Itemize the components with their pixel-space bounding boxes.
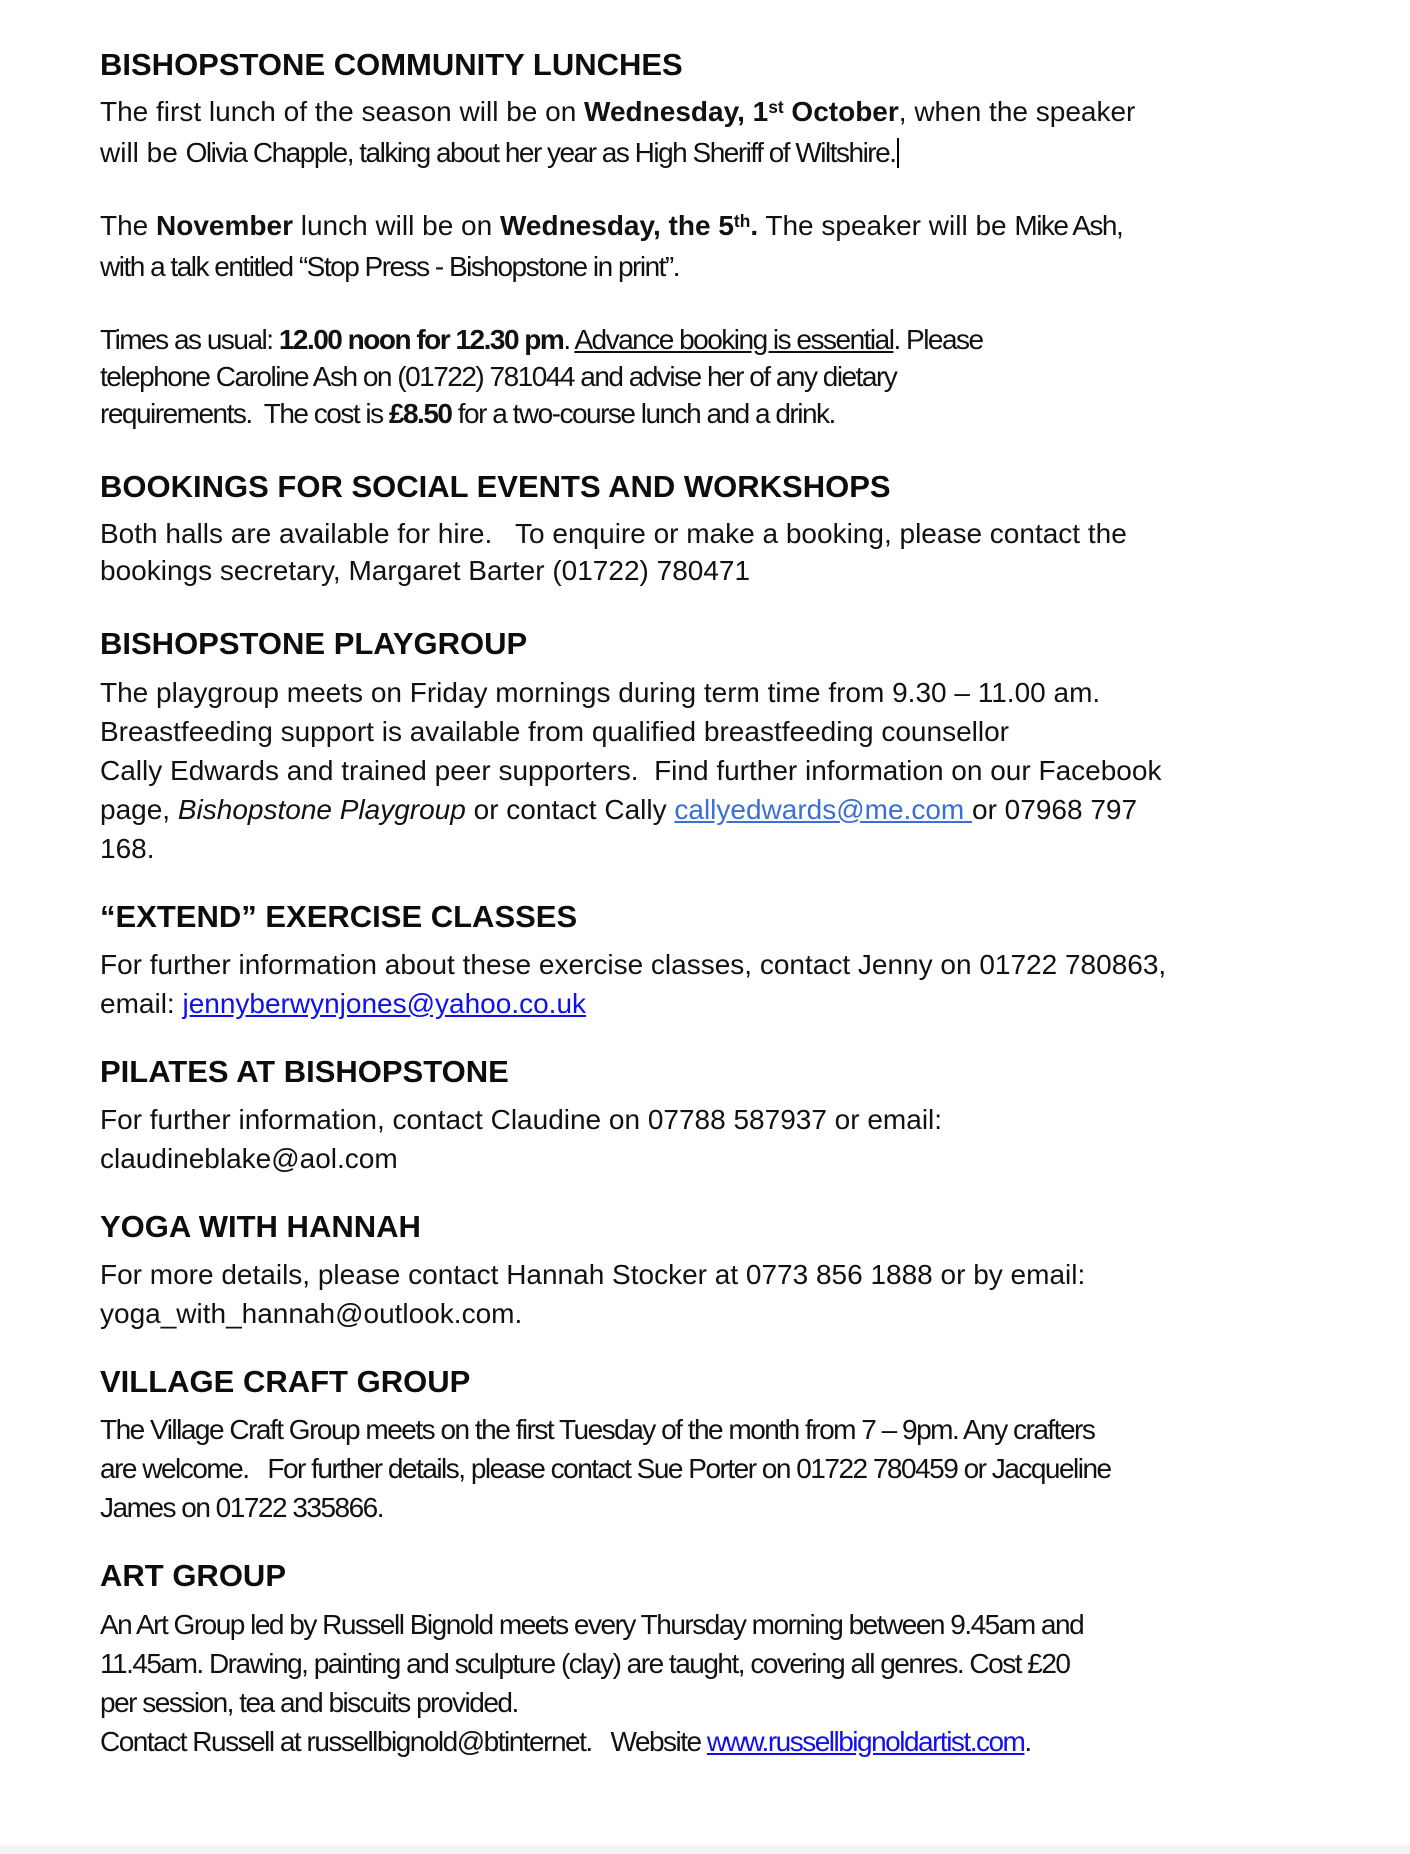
text-run: email: [100, 987, 183, 1019]
text-run: For further information, contact Claudine on 07788 587937 or email: [100, 1103, 943, 1135]
text-run: are welcome. For further details, please contact Sue Porter on 01722 780459 or Jacqueline [100, 1453, 1111, 1485]
text-run: Contact Russell at russellbignold@btinternet. Website [100, 1725, 707, 1757]
paragraph [100, 1410, 1320, 1527]
superscript-text: th [733, 211, 751, 232]
text-run: James on 01722 335866. [100, 1492, 384, 1524]
text-run: Mike Ash, [1014, 210, 1123, 242]
text-run: per session, tea and biscuits provided. [100, 1686, 518, 1718]
cally-email-link[interactable]: callyedwards@me.com [674, 793, 972, 825]
text-run: or 07968 797 [972, 793, 1138, 825]
text-run: Bishopstone Playgroup [177, 793, 466, 825]
text-run: will be [100, 137, 186, 169]
text-run: 168. [100, 832, 155, 864]
paragraph [100, 93, 1320, 171]
text-run: . [563, 324, 575, 356]
text-run: Olivia Chapple, talking about her year as High Sheriff of Wiltshire. [185, 137, 896, 169]
text-run: For more details, please contact Hannah Stocker at 0773 856 1888 or by email: [100, 1259, 1086, 1291]
text-run: Cally Edwards and trained peer supporters. Find further information on our Facebook [100, 754, 1162, 786]
text-run: October [783, 96, 899, 128]
paragraph [100, 1255, 1320, 1333]
text-run: 11.45am. Drawing, painting and sculpture (clay) are taught, covering all genres. Cost £20 [100, 1647, 1070, 1679]
art-website-link[interactable]: www.russellbignoldartist.com [706, 1725, 1025, 1757]
jenny-email-link[interactable]: jennyberwynjones@yahoo.co.uk [182, 987, 587, 1019]
text-run: The Village Craft Group meets on the first Tuesday of the month from 7 – 9pm. Any crafters [100, 1414, 1095, 1446]
text-run: For further information about these exercise classes, contact Jenny on 01722 780863, [100, 948, 1167, 980]
text-run: Wednesday, the 5 [499, 210, 734, 242]
paragraph [100, 321, 1320, 432]
text-run: 12.00 noon for 12.30 pm [278, 324, 564, 356]
paragraph [100, 1605, 1320, 1761]
text-run: claudineblake@aol.com [100, 1142, 398, 1174]
section-heading-community-lunches: BISHOPSTONE COMMUNITY LUNCHES [100, 47, 683, 82]
page-edge [0, 1845, 1410, 1854]
text-run: with a talk entitled “Stop Press - Bishopstone in print”. [100, 251, 680, 283]
text-run: The first lunch of the season will be on [100, 96, 585, 128]
section-playgroup [100, 625, 1320, 867]
text-run: telephone Caroline Ash on (01722) 781044 and advise her of any dietary [100, 361, 897, 393]
superscript-text: st [768, 97, 784, 118]
section-art-group [100, 1557, 1320, 1760]
section-heading-yoga: YOGA WITH HANNAH [100, 1208, 421, 1244]
text-run: yoga_with_hannah@outlook.com. [100, 1298, 523, 1330]
paragraph [100, 673, 1320, 868]
paragraph [100, 207, 1320, 285]
text-run: The [100, 210, 157, 242]
paragraph [100, 945, 1320, 1023]
section-yoga [100, 1208, 1320, 1333]
text-run: November [156, 210, 293, 242]
paragraph [100, 1100, 1320, 1178]
text-run: bookings secretary, Margaret Barter (01722) 780471 [100, 555, 751, 587]
section-heading-extend-exercise: “EXTEND” EXERCISE CLASSES [100, 898, 578, 934]
text-run: The speaker will be [758, 210, 1015, 242]
text-run: or contact Cally [465, 793, 675, 825]
section-extend-exercise [100, 898, 1320, 1023]
text-run: An Art Group led by Russell Bignold meets every Thursday morning between 9.45am and [100, 1608, 1084, 1640]
text-run: . [750, 210, 759, 242]
section-heading-playgroup: BISHOPSTONE PLAYGROUP [100, 626, 528, 662]
text-run: The playgroup meets on Friday mornings during term time from 9.30 – 11.00 am. [100, 676, 1101, 708]
text-run: Breastfeeding support is available from qualified breastfeeding counsellor [100, 715, 1009, 747]
text-run: for a two-course lunch and a drink. [451, 398, 835, 430]
text-run: Wednesday, 1 [584, 96, 769, 128]
paragraph [100, 515, 1320, 589]
text-run: requirements. The cost is [100, 398, 389, 430]
text-run: , when the speaker [898, 96, 1136, 128]
section-pilates [100, 1053, 1320, 1178]
section-heading-art-group: ART GROUP [100, 1558, 286, 1594]
section-bookings [100, 468, 1320, 589]
section-heading-pilates: PILATES AT BISHOPSTONE [100, 1053, 509, 1089]
text-run: . [1024, 1725, 1031, 1757]
text-run: £8.50 [388, 398, 452, 430]
section-community-lunches [100, 46, 1320, 432]
section-heading-bookings: BOOKINGS FOR SOCIAL EVENTS AND WORKSHOPS [100, 469, 891, 505]
text-run: . Please [893, 324, 983, 356]
text-run: page, [100, 793, 178, 825]
text-run: Advance booking is essential [574, 324, 894, 356]
text-cursor [897, 138, 899, 168]
section-heading-craft-group: VILLAGE CRAFT GROUP [100, 1364, 471, 1400]
section-craft-group [100, 1363, 1320, 1527]
text-run: Both halls are available for hire. To enquire or make a booking, please contact the [100, 518, 1127, 550]
text-run: lunch will be on [292, 210, 500, 242]
text-run: Times as usual: [100, 324, 279, 356]
